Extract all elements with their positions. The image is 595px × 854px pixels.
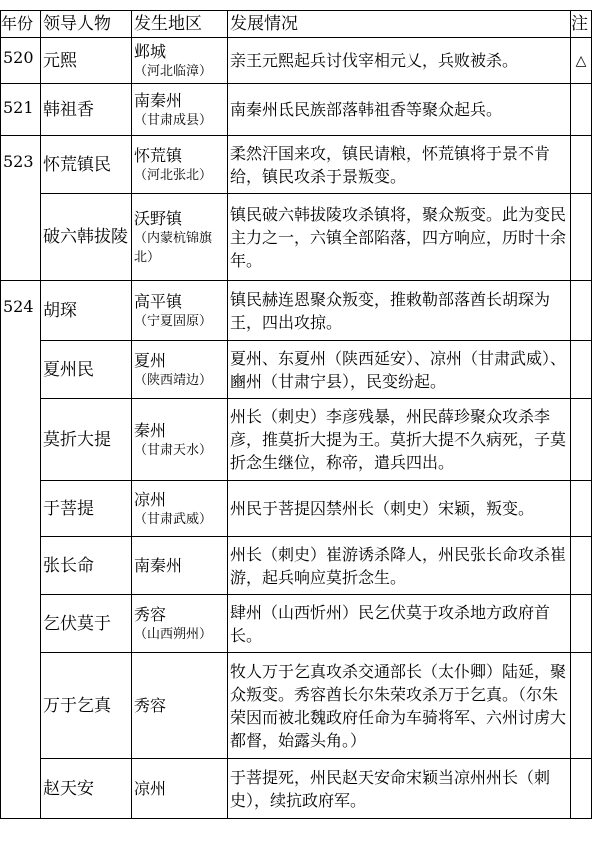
place-modern: （宁夏固原）	[134, 313, 213, 329]
leader-cell: 破六韩拔陵	[41, 194, 132, 281]
note-cell	[571, 595, 592, 653]
leader-cell: 张长命	[41, 537, 132, 595]
place-cell	[132, 399, 228, 481]
header-place: 发生地区	[132, 11, 228, 38]
place-cell	[132, 38, 228, 84]
history-table	[0, 10, 592, 819]
place-cell	[132, 759, 228, 819]
place-cell	[132, 481, 228, 537]
leader-cell: 赵天安	[41, 759, 132, 819]
place-modern: （陕西靖边）	[134, 372, 213, 388]
place-cell	[132, 341, 228, 399]
note-cell	[571, 84, 592, 136]
place-name: 南秦州	[134, 90, 183, 110]
leader-cell: 于菩提	[41, 481, 132, 537]
place-name: 夏州	[134, 350, 167, 370]
description-cell: 牧人万于乞真攻杀交通部长（太仆卿）陆延，聚众叛变。秀容酋长尔朱荣攻杀万于乞真。（尔朱荣因而被北魏政府任命为车骑将军、六州讨虏大都督，始露头角。）	[228, 653, 571, 759]
note-cell	[571, 341, 592, 399]
description-cell: 肆州（山西忻州）民乞伏莫于攻杀地方政府首长。	[228, 595, 571, 653]
place-name: 秀容	[134, 604, 167, 624]
leader-cell: 夏州民	[41, 341, 132, 399]
place-name: 秀容	[134, 696, 167, 715]
year-cell: 524	[1, 281, 41, 341]
place-name: 凉州	[134, 779, 167, 798]
note-cell	[571, 136, 592, 194]
place-cell	[132, 136, 228, 194]
place-modern: （内蒙杭锦旗北）	[134, 230, 213, 265]
header-leader: 领导人物	[41, 11, 132, 38]
note-cell: △	[571, 38, 592, 84]
table-row	[1, 759, 592, 819]
table-row	[1, 399, 592, 481]
header-year: 年份	[1, 11, 41, 38]
year-cell	[1, 341, 41, 399]
note-cell	[571, 653, 592, 759]
year-cell	[1, 481, 41, 537]
table-row	[1, 595, 592, 653]
place-modern: （甘肃天水）	[134, 442, 213, 458]
place-cell	[132, 653, 228, 759]
year-cell	[1, 759, 41, 819]
leader-cell: 怀荒镇民	[41, 136, 132, 194]
table-row	[1, 537, 592, 595]
table-row	[1, 481, 592, 537]
description-cell: 镇民赫连恩聚众叛变，推敕勒部落酋长胡琛为王，四出攻掠。	[228, 281, 571, 341]
year-cell	[1, 537, 41, 595]
leader-cell: 元熙	[41, 38, 132, 84]
place-cell	[132, 537, 228, 595]
table-row	[1, 136, 592, 194]
table-row	[1, 281, 592, 341]
year-cell	[1, 399, 41, 481]
description-cell: 夏州、东夏州（陕西延安）、凉州（甘肃武威）、豳州（甘肃宁县），民变纷起。	[228, 341, 571, 399]
place-name: 秦州	[134, 420, 167, 440]
note-cell	[571, 281, 592, 341]
note-cell	[571, 481, 592, 537]
leader-cell: 胡琛	[41, 281, 132, 341]
place-modern: （河北张北）	[134, 167, 213, 183]
year-cell	[1, 595, 41, 653]
note-cell	[571, 194, 592, 281]
header-note: 注	[571, 11, 592, 38]
place-name: 怀荒镇	[134, 145, 183, 165]
place-name: 南秦州	[134, 556, 183, 575]
description-cell: 于菩提死，州民赵天安命宋颖当凉州州长（刺史），续抗政府军。	[228, 759, 571, 819]
table-row	[1, 341, 592, 399]
year-cell: 520	[1, 38, 41, 84]
header-row	[1, 11, 592, 38]
place-cell	[132, 281, 228, 341]
place-modern: （甘肃武威）	[134, 511, 213, 527]
description-cell: 亲王元熙起兵讨伐宰相元乂，兵败被杀。	[228, 38, 571, 84]
description-cell: 州民于菩提囚禁州长（刺史）宋颖，叛变。	[228, 481, 571, 537]
table-row	[1, 653, 592, 759]
leader-cell: 莫折大提	[41, 399, 132, 481]
table-row	[1, 194, 592, 281]
description-cell: 柔然汗国来攻，镇民请粮，怀荒镇将于景不肯给，镇民攻杀于景叛变。	[228, 136, 571, 194]
place-modern: （山西朔州）	[134, 626, 213, 642]
header-situation: 发展情况	[228, 11, 571, 38]
leader-cell: 韩祖香	[41, 84, 132, 136]
year-cell: 523	[1, 136, 41, 194]
note-cell	[571, 399, 592, 481]
description-cell: 镇民破六韩拔陵攻杀镇将，聚众叛变。此为变民主力之一，六镇全部陷落，四方响应，历时十余年。	[228, 194, 571, 281]
place-name: 沃野镇	[134, 208, 183, 228]
note-cell	[571, 759, 592, 819]
place-name: 高平镇	[134, 291, 183, 311]
place-name: 邺城	[134, 41, 167, 61]
table-row	[1, 84, 592, 136]
year-cell: 521	[1, 84, 41, 136]
note-cell	[571, 537, 592, 595]
year-cell	[1, 653, 41, 759]
leader-cell: 万于乞真	[41, 653, 132, 759]
place-cell	[132, 84, 228, 136]
place-modern: （河北临漳）	[134, 63, 213, 79]
year-cell	[1, 194, 41, 281]
table-row	[1, 38, 592, 84]
description-cell: 州长（刺史）李彦残暴，州民薛珍聚众攻杀李彦，推莫折大提为王。莫折大提不久病死，子莫折念生继位，称帝，遣兵四出。	[228, 399, 571, 481]
leader-cell: 乞伏莫于	[41, 595, 132, 653]
description-cell: 州长（刺史）崔游诱杀降人，州民张长命攻杀崔游，起兵响应莫折念生。	[228, 537, 571, 595]
place-cell	[132, 194, 228, 281]
place-name: 凉州	[134, 489, 167, 509]
place-modern: （甘肃成县）	[134, 112, 213, 128]
description-cell: 南秦州氐民族部落韩祖香等聚众起兵。	[228, 84, 571, 136]
place-cell	[132, 595, 228, 653]
